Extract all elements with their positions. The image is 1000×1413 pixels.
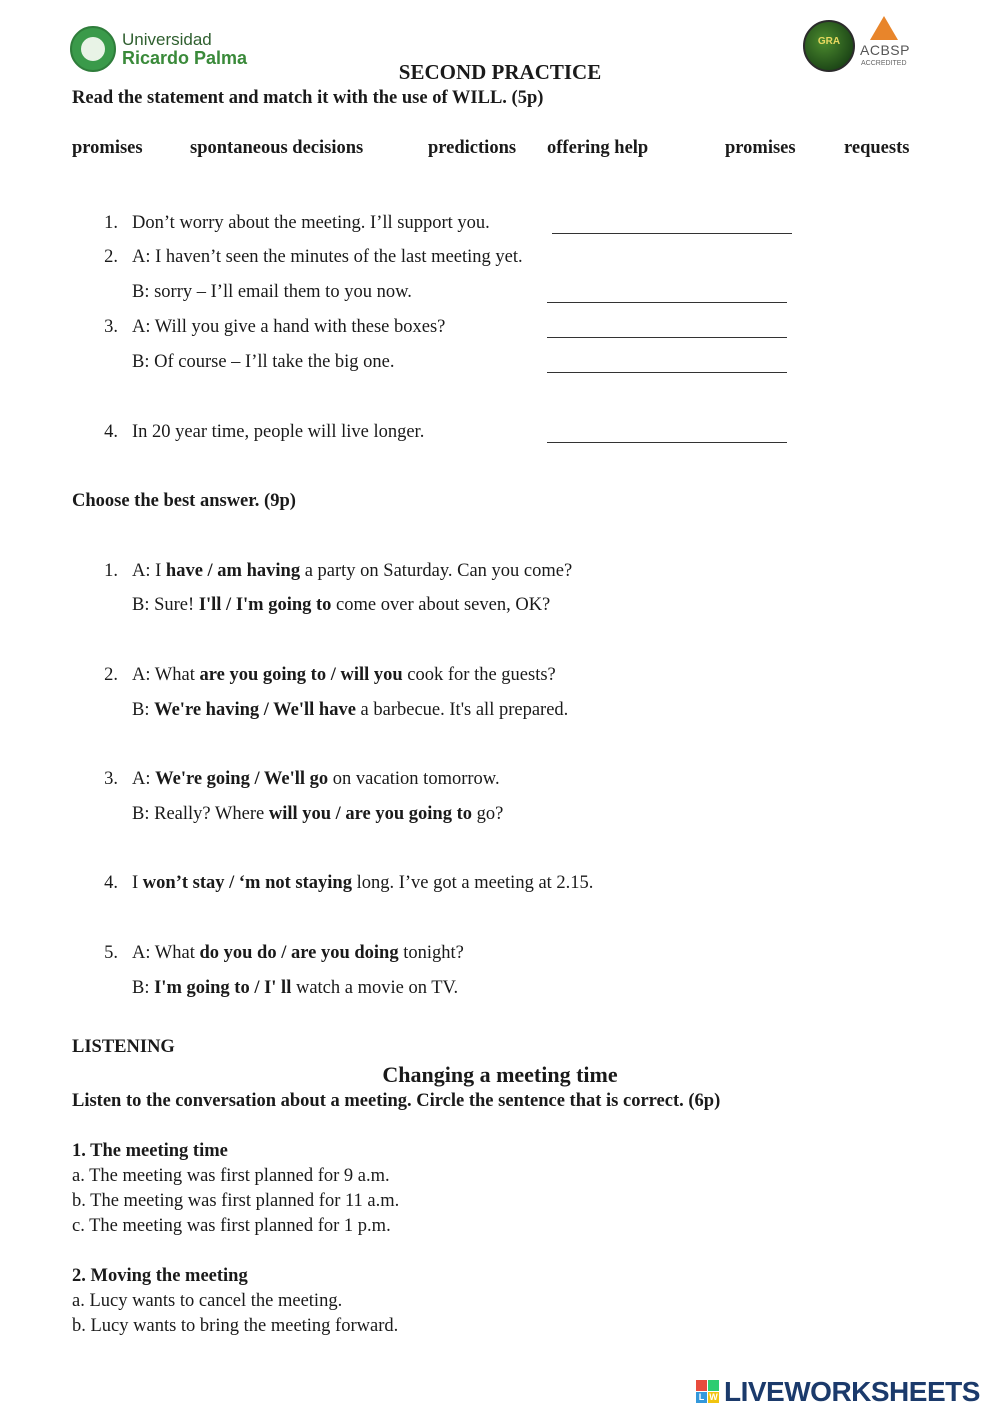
question-text: a barbecue. It's all prepared. — [355, 700, 569, 720]
item-number: 3. — [104, 317, 118, 337]
liveworksheets-icon — [696, 1380, 720, 1404]
question-text: cook for the guests? — [402, 665, 556, 685]
word-bank-item: offering help — [547, 138, 649, 158]
word-bank-item: predictions — [428, 138, 517, 158]
icon-letter: W — [709, 1392, 718, 1402]
question-line — [132, 804, 503, 825]
section1-instruction: Read the statement and match it with the use of WILL. (5p) — [72, 88, 544, 108]
option-item[interactable]: c. The meeting was first planned for 1 p.m. — [72, 1216, 391, 1236]
question-line — [132, 978, 458, 999]
option-item[interactable]: a. The meeting was first planned for 9 a.m. — [72, 1166, 390, 1186]
question-text: A: I — [132, 561, 166, 581]
statement-text: In 20 year time, people will live longer. — [132, 422, 425, 442]
question-text: on vacation tomorrow. — [328, 769, 500, 789]
question-line — [132, 943, 464, 964]
statement-text: B: Of course – I’ll take the big one. — [132, 352, 395, 372]
icon-letter: L — [696, 1392, 707, 1403]
option-item[interactable]: b. Lucy wants to bring the meeting forward. — [72, 1316, 399, 1336]
word-bank-item: promises — [72, 138, 143, 158]
answer-choice[interactable]: I'm going to / I' ll — [154, 978, 292, 998]
answer-choice[interactable]: have / am having — [165, 561, 301, 581]
question-number: 4. — [104, 873, 118, 893]
gra-logo-text: GRA — [817, 36, 841, 47]
question-line — [132, 873, 593, 894]
item-number: 2. — [104, 247, 118, 267]
option-item[interactable]: a. Lucy wants to cancel the meeting. — [72, 1291, 343, 1311]
word-bank-item: spontaneous decisions — [190, 138, 364, 158]
answer-blank[interactable] — [547, 337, 787, 338]
listening-instruction: Listen to the conversation about a meeting. Circle the sentence that is correct. (6p) — [72, 1091, 721, 1111]
question-text: B: — [132, 700, 155, 720]
question-text: I — [132, 873, 143, 893]
question-line — [132, 595, 550, 616]
question-text: a party on Saturday. Can you come? — [300, 561, 573, 581]
question-text: B: Really? Where — [132, 804, 269, 824]
answer-blank[interactable] — [547, 372, 787, 373]
university-name-line1: Universidad — [122, 30, 212, 49]
statement-text: B: sorry – I’ll email them to you now. — [132, 282, 412, 302]
statement-text: A: Will you give a hand with these boxes? — [132, 317, 446, 337]
question-text: B: Sure! — [132, 595, 199, 615]
answer-choice[interactable]: We're having / We'll have — [154, 700, 356, 720]
statement-text: A: I haven’t seen the minutes of the last meeting yet. — [132, 247, 523, 267]
question-text: come over about seven, OK? — [331, 595, 551, 615]
question-text: go? — [472, 804, 504, 824]
answer-blank[interactable] — [547, 302, 787, 303]
option-item[interactable]: b. The meeting was first planned for 11 a.m. — [72, 1191, 400, 1211]
group-heading: 2. Moving the meeting — [72, 1266, 248, 1286]
question-number: 2. — [104, 665, 118, 685]
question-number: 3. — [104, 769, 118, 789]
question-number: 1. — [104, 561, 118, 581]
listening-title: Changing a meeting time — [382, 1062, 618, 1087]
answer-choice[interactable]: will you / are you going to — [268, 804, 473, 824]
question-text: long. I’ve got a meeting at 2.15. — [351, 873, 594, 893]
question-line — [132, 665, 556, 686]
section2-instruction: Choose the best answer. (9p) — [72, 491, 296, 511]
answer-blank[interactable] — [552, 233, 792, 234]
item-number: 4. — [104, 422, 118, 442]
question-text: A: What — [132, 665, 200, 685]
word-bank-item: requests — [844, 138, 910, 158]
answer-blank[interactable] — [547, 442, 787, 443]
question-line — [132, 700, 568, 721]
word-bank-item: promises — [725, 138, 796, 158]
university-name-line2: Ricardo Palma — [122, 48, 248, 68]
answer-choice[interactable]: We're going / We'll go — [155, 769, 329, 789]
liveworksheets-wordmark: LIVEWORKSHEETS — [724, 1376, 980, 1407]
question-line — [132, 561, 572, 582]
answer-choice[interactable]: do you do / are you doing — [199, 943, 399, 963]
answer-choice[interactable]: I'll / I'm going to — [198, 595, 332, 615]
question-text: tonight? — [398, 943, 464, 963]
acbsp-logo-text: ACBSP — [860, 42, 910, 58]
question-number: 5. — [104, 943, 118, 963]
acbsp-logo-subtext: ACCREDITED — [861, 60, 907, 67]
liveworksheets-branding — [696, 1376, 992, 1410]
answer-choice[interactable]: won’t stay / ‘m not staying — [142, 873, 352, 893]
listening-heading: LISTENING — [72, 1037, 175, 1057]
acbsp-triangle-icon — [870, 16, 898, 40]
question-text: B: — [132, 978, 155, 998]
answer-choice[interactable]: are you going to / will you — [199, 665, 403, 685]
page-title: SECOND PRACTICE — [398, 60, 602, 84]
group-heading: 1. The meeting time — [72, 1141, 228, 1161]
question-line — [132, 769, 500, 790]
question-text: A: — [132, 769, 156, 789]
question-text: A: What — [132, 943, 200, 963]
question-text: watch a movie on TV. — [291, 978, 459, 998]
item-number: 1. — [104, 213, 118, 233]
statement-text: Don’t worry about the meeting. I’ll support you. — [132, 213, 490, 233]
